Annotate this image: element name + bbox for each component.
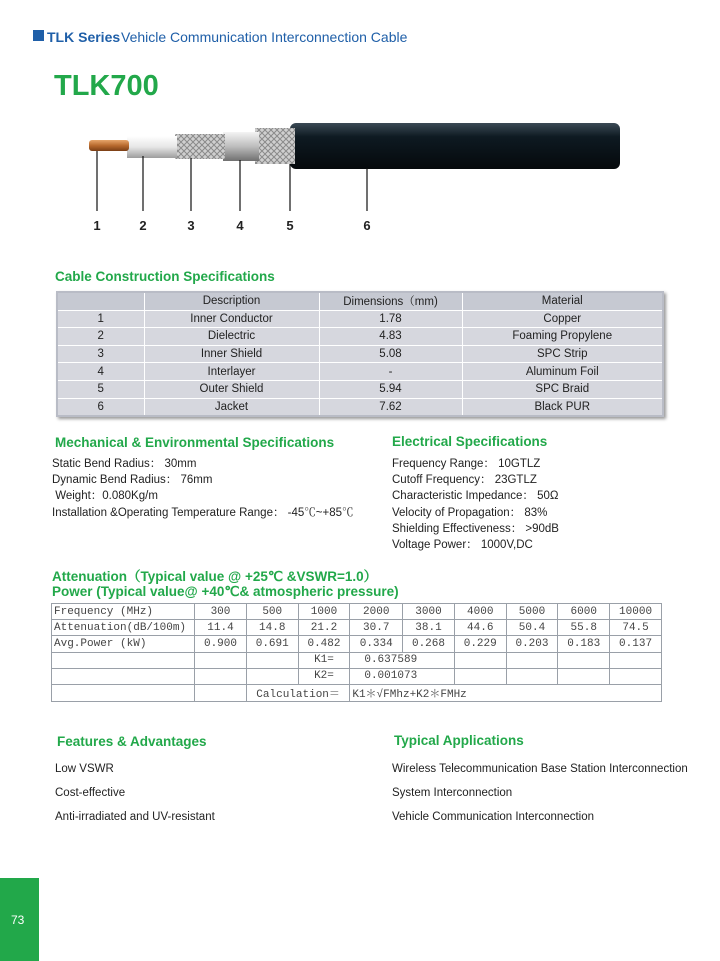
table-cell	[558, 652, 610, 668]
power-row	[52, 636, 662, 652]
calculation-row	[52, 684, 662, 701]
cable-label-6: 6	[363, 218, 371, 233]
table-cell: 4	[57, 363, 144, 381]
cable-label-3: 3	[187, 218, 195, 233]
table-cell: 3000	[403, 604, 455, 620]
calculation-label: Calculation＝	[246, 684, 350, 701]
table-cell: Outer Shield	[144, 380, 319, 398]
table-cell: 74.5	[610, 620, 662, 636]
table-cell: 11.4	[195, 620, 247, 636]
table-cell: Black PUR	[462, 398, 663, 416]
table-cell	[246, 652, 298, 668]
list-item: Anti-irradiated and UV-resistant	[55, 811, 215, 823]
table-cell: Inner Conductor	[144, 310, 319, 328]
mechanical-title: Mechanical & Environmental Specifications	[55, 435, 335, 450]
table-cell	[558, 668, 610, 684]
table-cell: 1	[57, 310, 144, 328]
table-cell: 4.83	[319, 328, 462, 346]
table-cell: 6000	[558, 604, 610, 620]
spec-line: Cutoff Frequency： 23GTLZ	[392, 474, 537, 487]
column-header	[57, 292, 144, 310]
construction-title: Cable Construction Specifications	[55, 269, 275, 284]
table-cell: 0.229	[454, 636, 506, 652]
table-cell	[195, 652, 247, 668]
spec-line: Voltage Power： 1000V,DC	[392, 539, 533, 552]
electrical-title: Electrical Specifications	[392, 434, 548, 449]
k1-row	[52, 652, 662, 668]
page-number: 73	[11, 913, 25, 927]
table-cell	[52, 668, 195, 684]
spec-line: Velocity of Propagation： 83%	[392, 506, 548, 519]
table-cell: 0.137	[610, 636, 662, 652]
table-cell: 2000	[350, 604, 403, 620]
list-item: Wireless Telecommunication Base Station Interconnection	[392, 763, 688, 775]
table-row	[57, 328, 663, 346]
cable-inner-shield	[175, 134, 225, 159]
table-cell	[506, 668, 558, 684]
spec-line: Dynamic Bend Radius： 76mm	[52, 474, 213, 487]
table-cell: 6	[57, 398, 144, 416]
table-cell: 5000	[506, 604, 558, 620]
k2-row	[52, 668, 662, 684]
table-row	[57, 310, 663, 328]
row-label: Frequency (MHz)	[52, 604, 195, 620]
attenuation-title: Attenuation（Typical value @ +25℃ &VSWR=1.0）	[52, 569, 378, 584]
table-cell: Jacket	[144, 398, 319, 416]
table-cell	[610, 668, 662, 684]
column-header: Material	[462, 292, 663, 310]
k2-label: K2=	[298, 668, 350, 684]
table-cell: 10000	[610, 604, 662, 620]
applications-title: Typical Applications	[394, 733, 524, 748]
column-header: Dimensions（mm)	[319, 292, 462, 310]
cable-interlayer	[223, 132, 259, 161]
list-item: Cost-effective	[55, 787, 126, 799]
spec-line: Weight：0.080Kg/m	[52, 490, 158, 503]
applications-list	[392, 757, 688, 829]
spec-line: Shielding Effectiveness： >90dB	[392, 522, 559, 535]
table-cell: 14.8	[246, 620, 298, 636]
table-cell	[454, 652, 506, 668]
construction-table	[56, 291, 664, 417]
mechanical-specs	[52, 456, 354, 521]
spec-line: Installation &Operating Temperature Range： -45℃~+85℃	[52, 506, 354, 519]
table-cell	[52, 684, 195, 701]
table-cell: Aluminum Foil	[462, 363, 663, 381]
table-cell	[246, 668, 298, 684]
table-cell: 30.7	[350, 620, 403, 636]
cable-illustration	[85, 118, 625, 238]
table-cell: 5.08	[319, 345, 462, 363]
table-cell: 1.78	[319, 310, 462, 328]
table-cell: 3	[57, 345, 144, 363]
series-name: TLK Series	[47, 29, 121, 45]
table-cell: 50.4	[506, 620, 558, 636]
table-cell: 0.482	[298, 636, 350, 652]
table-cell: Dielectric	[144, 328, 319, 346]
table-cell: Foaming Propylene	[462, 328, 663, 346]
k2-value: 0.001073	[350, 668, 455, 684]
table-cell: 0.900	[195, 636, 247, 652]
k1-label: K1=	[298, 652, 350, 668]
spec-line: Characteristic Impedance： 50Ω	[392, 490, 559, 503]
page-number-tab	[0, 878, 39, 961]
table-cell	[195, 684, 247, 701]
table-cell: 38.1	[403, 620, 455, 636]
cable-outer-braid	[255, 128, 295, 164]
table-cell	[506, 652, 558, 668]
table-cell: 0.203	[506, 636, 558, 652]
spec-line: Frequency Range： 10GTLZ	[392, 458, 541, 470]
header-square-icon	[33, 30, 44, 41]
series-subtitle: Vehicle Communication Interconnection Cable	[121, 29, 408, 45]
cable-label-4: 4	[236, 218, 244, 233]
table-cell: 0.268	[403, 636, 455, 652]
calculation-formula: K1＊√FMhz+K2＊FMHz	[350, 684, 662, 701]
table-cell: 0.334	[350, 636, 403, 652]
table-cell: Inner Shield	[144, 345, 319, 363]
table-cell	[610, 652, 662, 668]
cable-dielectric	[127, 136, 177, 158]
table-cell: 55.8	[558, 620, 610, 636]
model-title: TLK700	[54, 70, 159, 102]
spec-line: Static Bend Radius： 30mm	[52, 458, 197, 470]
attenuation-row	[52, 620, 662, 636]
table-cell: 44.6	[454, 620, 506, 636]
table-cell: Copper	[462, 310, 663, 328]
list-item: Vehicle Communication Interconnection	[392, 811, 595, 823]
table-cell: -	[319, 363, 462, 381]
features-list	[55, 757, 215, 829]
table-cell: 2	[57, 328, 144, 346]
table-cell: 21.2	[298, 620, 350, 636]
table-cell: 5.94	[319, 380, 462, 398]
cable-label-2: 2	[139, 218, 147, 233]
electrical-specs	[392, 456, 559, 553]
power-title: Power (Typical value@ +40℃& atmospheric pressure)	[52, 584, 399, 599]
features-title: Features & Advantages	[57, 734, 207, 749]
table-cell: Interlayer	[144, 363, 319, 381]
table-row	[57, 363, 663, 381]
row-label: Attenuation(dB/100m)	[52, 620, 195, 636]
attenuation-table	[51, 603, 662, 702]
construction-header-row	[57, 292, 663, 310]
table-cell: 0.183	[558, 636, 610, 652]
table-row	[57, 380, 663, 398]
table-cell	[195, 668, 247, 684]
table-cell: 300	[195, 604, 247, 620]
table-cell: 7.62	[319, 398, 462, 416]
table-cell: 5	[57, 380, 144, 398]
table-row	[57, 398, 663, 416]
table-cell	[454, 668, 506, 684]
cable-label-5: 5	[286, 218, 294, 233]
table-cell: SPC Strip	[462, 345, 663, 363]
column-header: Description	[144, 292, 319, 310]
table-cell: 500	[246, 604, 298, 620]
k1-value: 0.637589	[350, 652, 455, 668]
table-cell: 4000	[454, 604, 506, 620]
list-item: Low VSWR	[55, 763, 114, 775]
cable-jacket	[290, 123, 620, 169]
table-cell	[52, 652, 195, 668]
table-cell: 1000	[298, 604, 350, 620]
table-cell: SPC Braid	[462, 380, 663, 398]
table-cell: 0.691	[246, 636, 298, 652]
list-item: System Interconnection	[392, 787, 513, 799]
row-label: Avg.Power (kW)	[52, 636, 195, 652]
cable-label-1: 1	[93, 218, 101, 233]
table-row	[57, 345, 663, 363]
frequency-row	[52, 604, 662, 620]
cable-inner-conductor	[89, 140, 129, 151]
